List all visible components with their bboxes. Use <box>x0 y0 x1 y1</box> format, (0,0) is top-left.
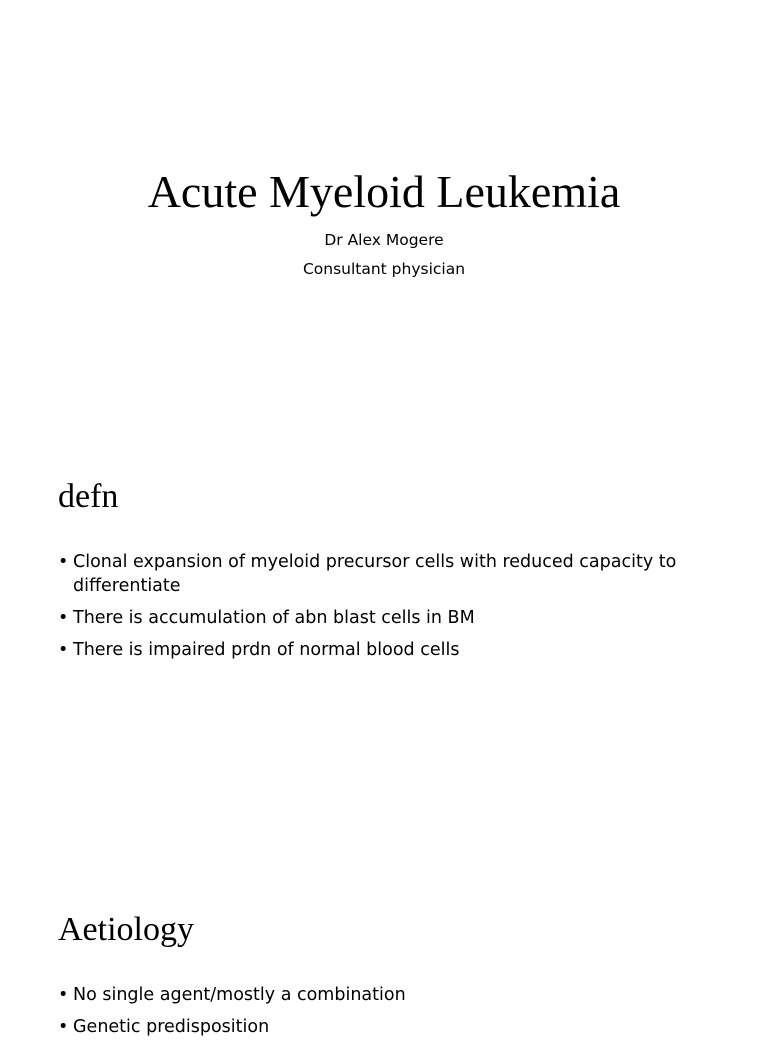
title-slide <box>0 0 768 432</box>
presentation-title: Acute Myeloid Leukemia <box>147 166 621 217</box>
slide-heading: Aetiology <box>58 911 194 948</box>
bullet-item: • There is impaired prdn of normal blood cells <box>58 638 708 662</box>
bullet-item: • No single agent/mostly a combination <box>58 983 708 1007</box>
author-role: Consultant physician <box>302 260 466 278</box>
aetiology-slide <box>0 864 768 1037</box>
bullet-item: • Genetic predisposition <box>58 1015 708 1039</box>
bullet-item: • There is accumulation of abn blast cells in BM <box>58 606 708 630</box>
definition-slide <box>0 432 768 864</box>
author-name: Dr Alex Mogere <box>324 231 444 249</box>
bullet-list <box>58 550 708 670</box>
slide-heading: defn <box>58 478 119 515</box>
bullet-list <box>58 983 708 1047</box>
bullet-item: • Clonal expansion of myeloid precursor cells with reduced capacity to differentiate <box>58 550 708 598</box>
